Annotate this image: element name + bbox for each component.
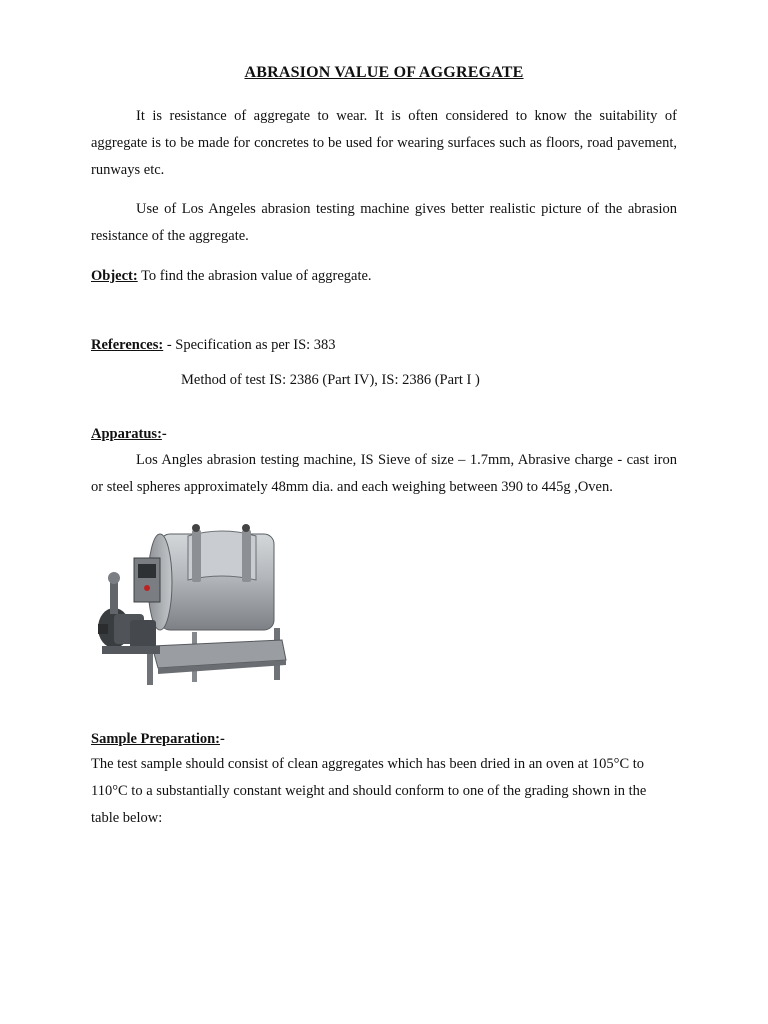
references-label: References: <box>91 337 164 353</box>
sample-preparation-suffix: - <box>220 731 225 747</box>
sample-preparation-heading <box>91 729 225 749</box>
apparatus-text: Los Angles abrasion testing machine, IS Sieve of size – 1.7mm, Abrasive charge - cast iron or steel spheres approximately 48mm dia. and each weighing between 390 to 445g ,Oven. <box>91 452 677 495</box>
references-line-1: - Specification as per IS: 383 <box>163 337 336 353</box>
document-title: ABRASION VALUE OF AGGREGATE <box>244 64 524 81</box>
sample-preparation-label: Sample Preparation: <box>91 731 221 747</box>
apparatus-suffix: - <box>161 426 167 442</box>
sample-preparation-text: The test sample should consist of clean aggregates which has been dried in an oven at 105°C to 110°C to a substantially constant weight and should conform to one of the grading shown in the table below: <box>91 756 647 826</box>
intro-paragraph-1: It is resistance of aggregate to wear. It is often considered to know the suitability of aggregate is to be made for concretes to be used for wearing surfaces such as floors, road pavement, runways etc. <box>91 108 677 178</box>
apparatus-label: Apparatus: <box>91 426 162 442</box>
object-label: Object: <box>91 268 138 284</box>
intro-paragraph-2: Use of Los Angeles abrasion testing machine gives better realistic picture of the abrasion resistance of the aggregate. <box>91 201 677 244</box>
apparatus-heading <box>91 424 167 444</box>
los-angeles-abrasion-machine-image <box>92 520 288 690</box>
references-line-2: Method of test IS: 2386 (Part IV), IS: 2386 (Part I ) <box>181 372 480 388</box>
object-line <box>91 266 372 286</box>
object-text: To find the abrasion value of aggregate. <box>137 268 372 284</box>
references-line <box>91 335 336 355</box>
